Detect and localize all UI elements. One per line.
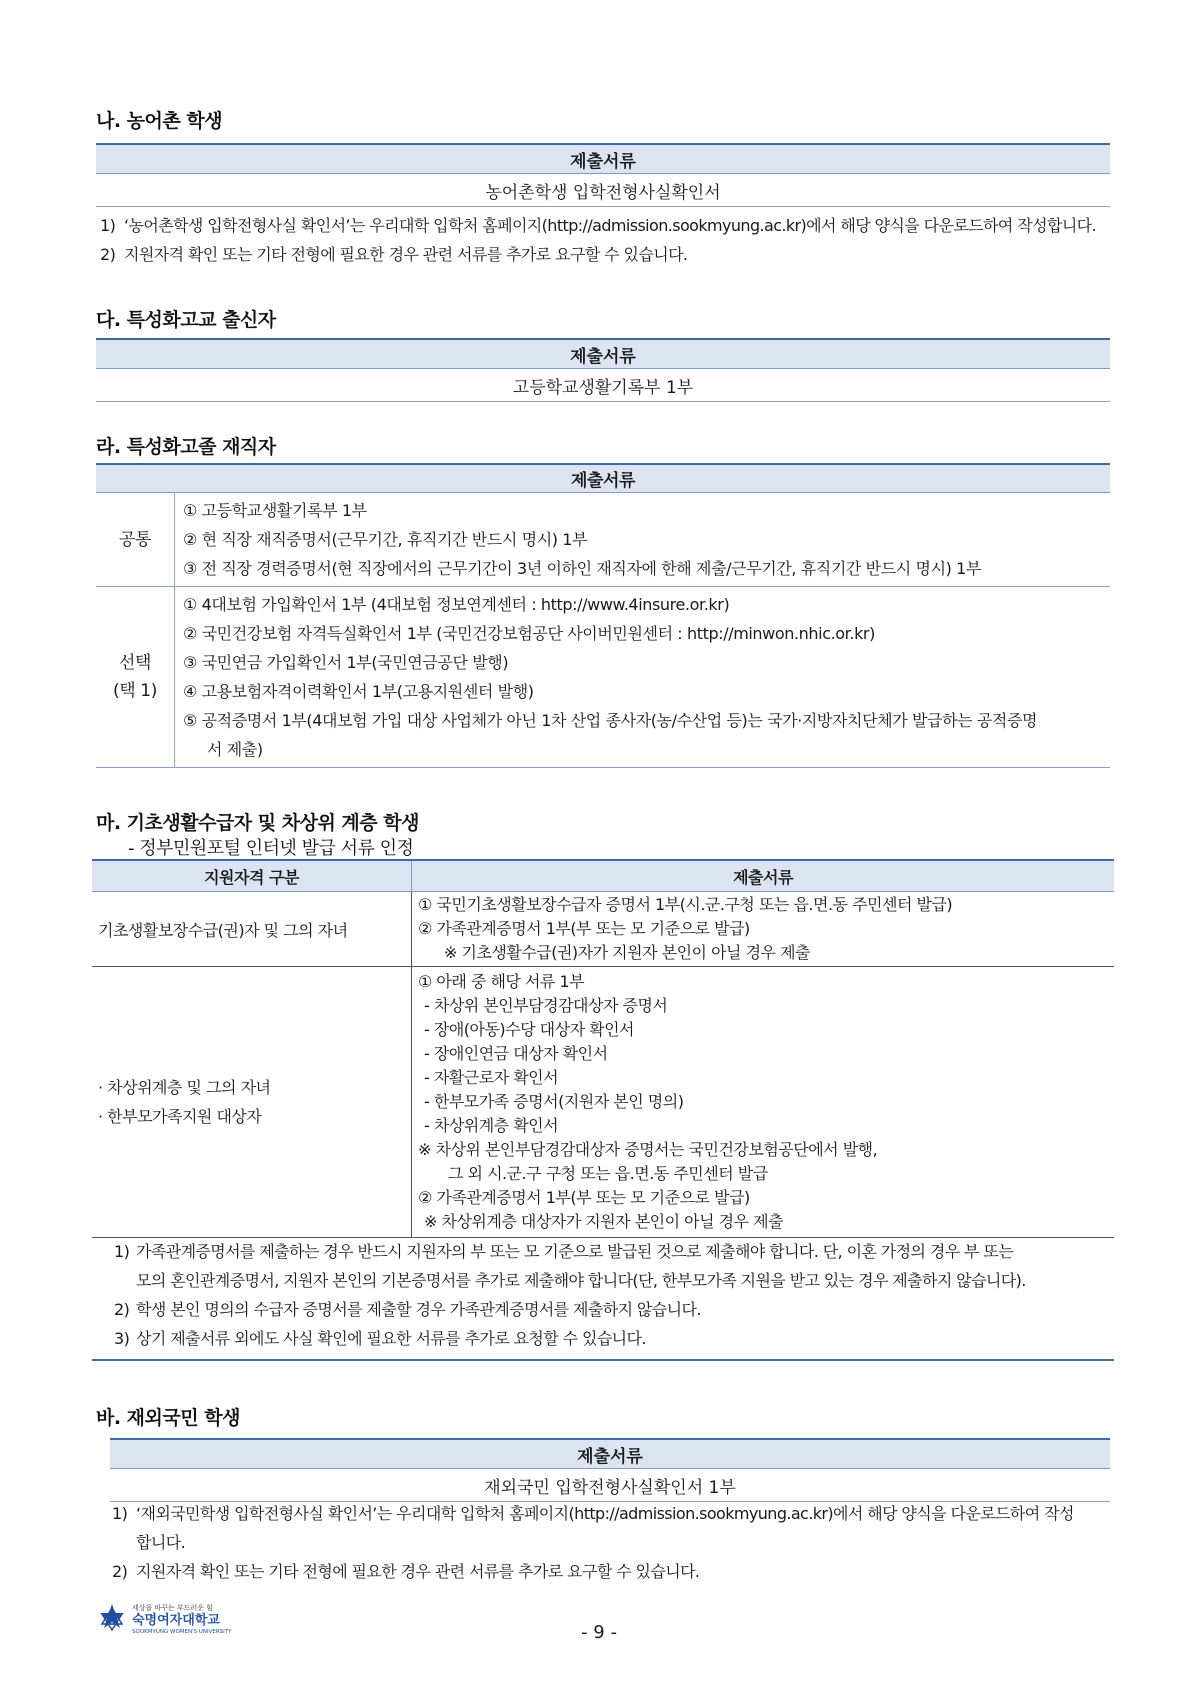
notes-na [100,211,1110,269]
note-item: 합니다. [136,1533,186,1552]
note-item: 2) 지원자격 확인 또는 기타 전형에 필요한 경우 관련 서류를 추가로 요구할 수 있습니다. [100,245,688,264]
list-item: - 자활근로자 확인서 [424,1068,559,1087]
section-title-ra: 라. 특성화고졸 재직자 [96,436,276,458]
section-title-ba: 바. 재외국민 학생 [96,1407,240,1429]
list-item: ※ 기초생활수급(권)자가 지원자 본인이 아닐 경우 제출 [444,943,810,962]
table-header: 제출서류 [96,339,1110,369]
list-item: ② 현 직장 재직증명서(근무기간, 휴직기간 반드시 명시) 1부 [183,530,588,549]
row-items [412,967,1115,1238]
table-ra [96,463,1110,768]
section-title-ma: 마. 기초생활수급자 및 차상위 계층 학생 [96,812,419,834]
label-select: 선택 (택 1) [96,587,175,768]
table-cell: 고등학교생활기록부 1부 [96,369,1110,402]
note-item: 3) 상기 제출서류 외에도 사실 확인에 필요한 서류를 추가로 요청할 수 있습니다. [114,1329,646,1348]
select-items [175,587,1111,768]
note-item: 2) 학생 본인 명의의 수급자 증명서를 제출할 경우 가족관계증명서를 제출하지 않습니다. [114,1300,701,1319]
table-cell: 재외국민 입학전형사실확인서 1부 [110,1469,1110,1502]
note-item: 1) ‘재외국민학생 입학전형사실 확인서’는 우리대학 입학처 홈페이지(http://admission.sookmyung.ac.kr)에서 해당 양식을 다운로드하여 작성 [112,1504,1074,1523]
common-items [175,493,1111,587]
logo-name-en: SOOKMYUNG WOMEN'S UNIVERSITY [132,1629,232,1635]
page-number: - 9 - [581,1622,617,1643]
table-header: 제출서류 [96,464,1110,493]
logo-slogan: 세상을 바꾸는 부드러운 힘 [132,1604,214,1612]
note-item: 모의 혼인관계증명서, 지원자 본인의 기본증명서를 추가로 제출해야 합니다(단, 한부모가족 지원을 받고 있는 경우 제출하지 않습니다). [136,1271,1026,1290]
list-item: ④ 고용보험자격이력확인서 1부(고용지원센터 발행) [183,682,534,701]
column-header: 지원자격 구분 [92,860,412,892]
section-subtitle-ma: - 정부민원포털 인터넷 발급 서류 인정 [128,838,414,859]
table-header: 제출서류 [96,144,1110,174]
logo-name-kr: 숙명여자대학교 [132,1613,220,1628]
row-label: · 차상위계층 및 그의 자녀 · 한부모가족지원 대상자 [92,967,412,1238]
list-item: - 장애인연금 대상자 확인서 [424,1044,608,1063]
list-item: ③ 국민연금 가입확인서 1부(국민연금공단 발행) [183,653,509,672]
list-item: 그 외 시.군.구 구청 또는 읍.면.동 주민센터 발급 [448,1164,768,1183]
list-item: - 차상위계층 확인서 [424,1116,559,1135]
table-da [96,338,1110,402]
list-item: 서 제출) [207,740,263,759]
list-item: ② 가족관계증명서 1부(부 또는 모 기준으로 발급) [418,1188,750,1207]
list-item: ② 국민건강보험 자격득실확인서 1부 (국민건강보험공단 사이버민원센터 : http://minwon.nhic.or.kr) [183,624,875,643]
list-item: - 한부모가족 증명서(지원자 본인 명의) [424,1092,684,1111]
table-ma [92,859,1114,1238]
section-title-da: 다. 특성화고교 출신자 [96,309,276,331]
notes-ba [112,1499,1110,1586]
row-label: 기초생활보장수급(권)자 및 그의 자녀 [92,892,412,967]
list-item: ① 고등학교생활기록부 1부 [183,501,367,520]
table-na [96,143,1110,207]
table-header: 제출서류 [110,1439,1110,1469]
note-item: 2) 지원자격 확인 또는 기타 전형에 필요한 경우 관련 서류를 추가로 요구할 수 있습니다. [112,1562,700,1581]
list-item: - 차상위 본인부담경감대상자 증명서 [424,996,668,1015]
list-item: ① 아래 중 해당 서류 1부 [418,972,585,991]
row-items [412,892,1115,967]
label-common: 공통 [96,493,175,587]
list-item: ② 가족관계증명서 1부(부 또는 모 기준으로 발급) [418,919,750,938]
list-item: ③ 전 직장 경력증명서(현 직장에서의 근무기간이 3년 이하인 재직자에 한해 제출/근무기간, 휴직기간 반드시 명시) 1부 [183,559,981,578]
notes-ma [92,1237,1114,1361]
column-header: 제출서류 [412,860,1115,892]
note-item: 1) 가족관계증명서를 제출하는 경우 반드시 지원자의 부 또는 모 기준으로 발급된 것으로 제출해야 합니다. 단, 이혼 가정의 경우 부 또는 [114,1242,1014,1261]
table-cell: 농어촌학생 입학전형사실확인서 [96,174,1110,207]
list-item: - 장애(아동)수당 대상자 확인서 [424,1020,634,1039]
list-item: ⑤ 공적증명서 1부(4대보험 가입 대상 사업체가 아닌 1차 산업 종사자(농/수산업 등)는 국가·지방자치단체가 발급하는 공적증명 [183,711,1038,730]
section-title-na: 나. 농어촌 학생 [96,110,223,132]
list-item: ① 4대보험 가입확인서 1부 (4대보험 정보연계센터 : http://www.4insure.or.kr) [183,595,730,614]
table-ba [110,1438,1110,1502]
note-item: 1) ‘농어촌학생 입학전형사실 확인서’는 우리대학 입학처 홈페이지(http://admission.sookmyung.ac.kr)에서 해당 양식을 다운로드하여 작성합니다. [100,216,1097,235]
list-item: ※ 차상위 본인부담경감대상자 증명서는 국민건강보험공단에서 발행, [418,1140,878,1159]
list-item: ① 국민기초생활보장수급자 증명서 1부(시.군.구청 또는 읍.면.동 주민센터 발급) [418,895,953,914]
list-item: ※ 차상위계층 대상자가 지원자 본인이 아닐 경우 제출 [424,1212,784,1231]
